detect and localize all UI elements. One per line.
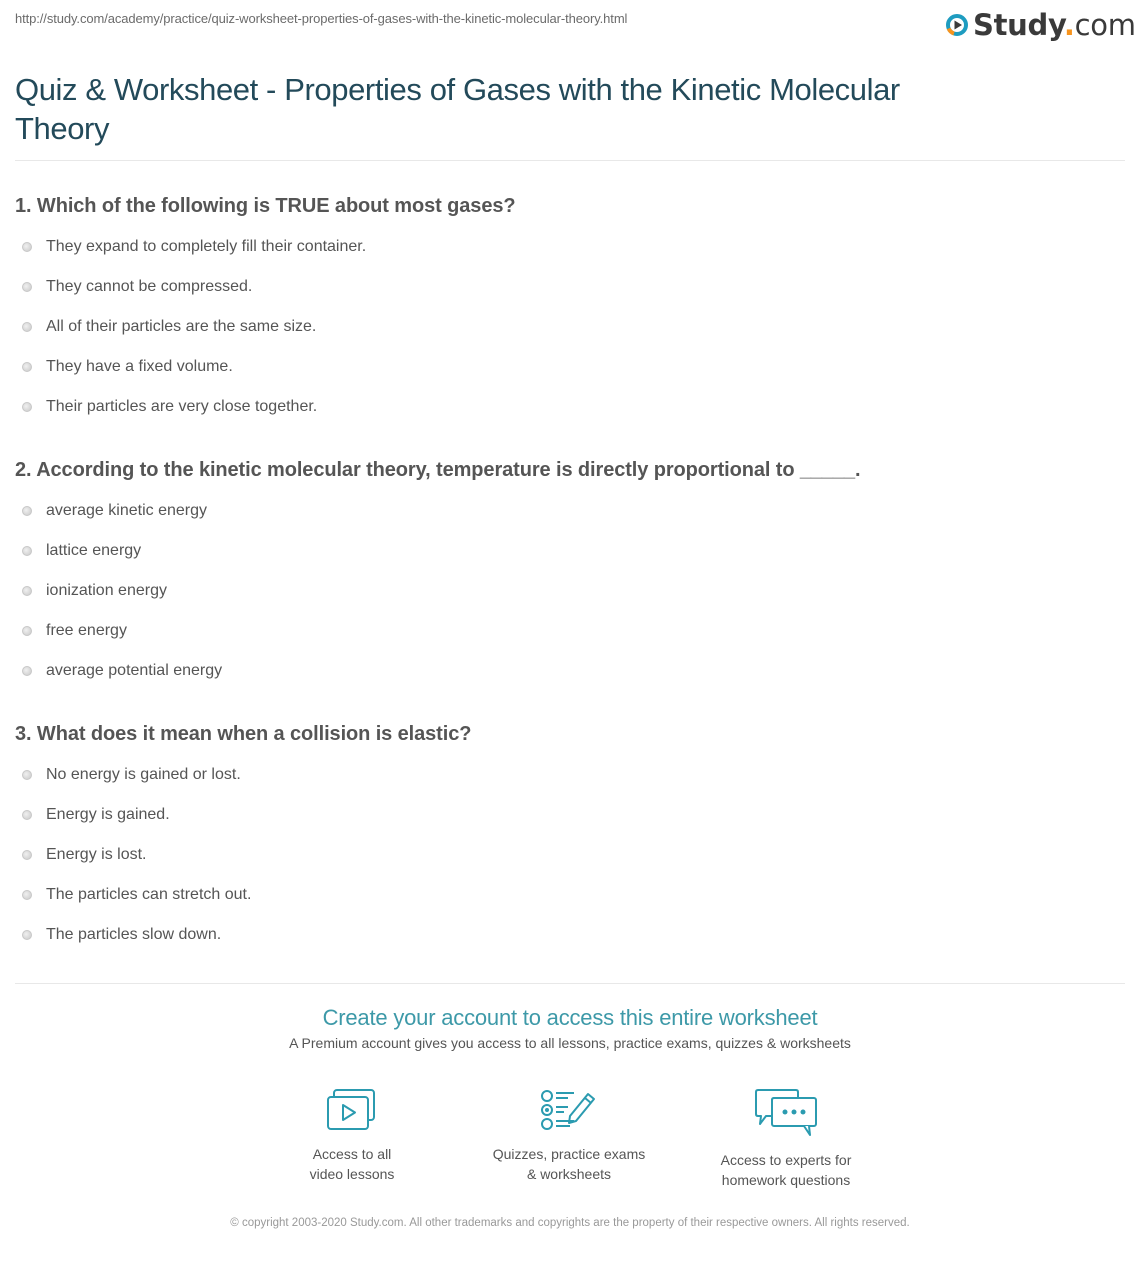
play-circle-icon — [945, 13, 969, 37]
radio-button[interactable] — [22, 810, 32, 820]
answer-option[interactable]: Energy is lost. — [22, 835, 251, 875]
answer-option[interactable]: average kinetic energy — [22, 491, 222, 531]
feature-label: Access to all video lessons — [309, 1146, 395, 1182]
radio-button[interactable] — [22, 890, 32, 900]
feature-label: Quizzes, practice exams & worksheets — [492, 1146, 646, 1182]
answer-option[interactable]: lattice energy — [22, 531, 222, 571]
logo-text: Study.com — [973, 8, 1136, 42]
answer-option[interactable]: average potential energy — [22, 651, 222, 691]
top-bar — [0, 0, 1140, 50]
answer-option[interactable]: ionization energy — [22, 571, 222, 611]
answer-option[interactable]: The particles slow down. — [22, 915, 251, 955]
radio-button[interactable] — [22, 586, 32, 596]
radio-button[interactable] — [22, 242, 32, 252]
radio-button[interactable] — [22, 322, 32, 332]
question-1: 1. Which of the following is TRUE about most gases? — [15, 195, 516, 217]
page-url: http://study.com/academy/practice/quiz-worksheet-properties-of-gases-with-the-kinetic-molecular-theory.html — [15, 11, 628, 26]
feature-experts — [686, 1088, 886, 1190]
answer-option[interactable]: Energy is gained. — [22, 795, 251, 835]
answer-option[interactable]: All of their particles are the same size. — [22, 307, 366, 347]
answer-option[interactable]: No energy is gained or lost. — [22, 755, 251, 795]
page-title: Quiz & Worksheet - Properties of Gases with the Kinetic Molecular Theory — [15, 72, 900, 146]
radio-button[interactable] — [22, 626, 32, 636]
radio-button[interactable] — [22, 930, 32, 940]
radio-button[interactable] — [22, 506, 32, 516]
answer-option[interactable]: free energy — [22, 611, 222, 651]
radio-button[interactable] — [22, 402, 32, 412]
feature-video-lessons — [252, 1088, 452, 1184]
signup-cta — [0, 1005, 1140, 1051]
radio-button[interactable] — [22, 850, 32, 860]
cta-title-link[interactable]: Create your account to access this entire worksheet — [322, 1005, 818, 1030]
answer-list-3 — [22, 755, 251, 955]
question-3: 3. What does it mean when a collision is elastic? — [15, 723, 472, 745]
radio-button[interactable] — [22, 770, 32, 780]
radio-button[interactable] — [22, 362, 32, 372]
answer-option[interactable]: They cannot be compressed. — [22, 267, 366, 307]
study-logo[interactable] — [945, 8, 1136, 42]
answer-list-2 — [22, 491, 222, 691]
answer-option[interactable]: Their particles are very close together. — [22, 387, 366, 427]
answer-option[interactable]: They have a fixed volume. — [22, 347, 366, 387]
feature-quizzes — [469, 1088, 669, 1184]
cta-divider — [15, 983, 1125, 984]
copyright-notice: © copyright 2003-2020 Study.com. All other trademarks and copyrights are the property of their respective owners. All rights reserved. — [230, 1217, 910, 1229]
title-divider — [15, 160, 1125, 161]
radio-button[interactable] — [22, 546, 32, 556]
answer-option[interactable]: They expand to completely fill their container. — [22, 227, 366, 267]
feature-label: Access to experts for homework questions — [720, 1152, 852, 1188]
radio-button[interactable] — [22, 666, 32, 676]
chat-experts-icon — [754, 1088, 818, 1138]
question-2: 2. According to the kinetic molecular theory, temperature is directly proportional to _____. — [15, 459, 861, 481]
video-lessons-icon — [326, 1088, 378, 1132]
quiz-checklist-icon — [540, 1088, 598, 1132]
answer-option[interactable]: The particles can stretch out. — [22, 875, 251, 915]
radio-button[interactable] — [22, 282, 32, 292]
cta-subtitle: A Premium account gives you access to all lessons, practice exams, quizzes & worksheets — [289, 1035, 851, 1051]
answer-list-1 — [22, 227, 366, 427]
